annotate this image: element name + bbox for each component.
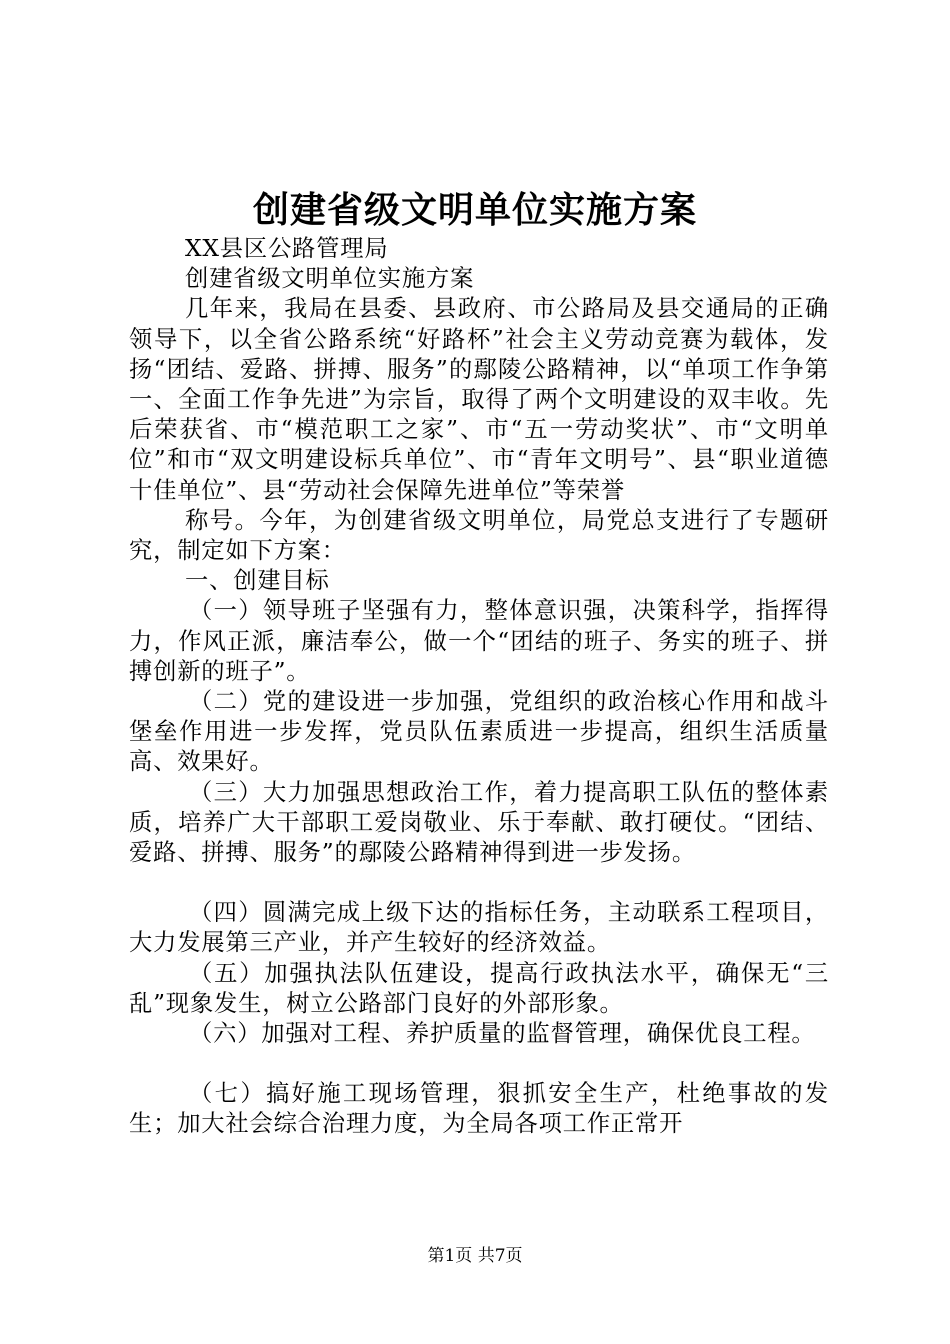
section-heading-goals: 一、创建目标 [185, 567, 330, 595]
intro-paragraph: 几年来，我局在县委、县政府、市公路局及县交通局的正确领导下，以全省公路系统“好路杯”社会主义劳动竞赛为载体，发扬“团结、爱路、拼搏、服务”的鄢陵公路精神，以“单项工作争第一、全面工作争先进”为宗旨，取得了两个文明建设的双丰收。先后荣获省、市“模范职工之家”、市“五一劳动奖状”、市“文明单位”和市“双文明建设标兵单位”、市“青年文明号”、县“职业道德十佳单位”、县“劳动社会保障先进单位”等荣誉 [129, 295, 829, 504]
plan-subtitle: 创建省级文明单位实施方案 [185, 265, 475, 293]
goal-item-3: （三）大力加强思想政治工作，着力提高职工队伍的整体素质，培养广大干部职工爱岗敬业、乐于奉献、敢打硬仗。“团结、爱路、拼搏、服务”的鄢陵公路精神得到进一步发扬。 [129, 778, 829, 867]
goal-item-5: （五）加强执法队伍建设，提高行政执法水平，确保无“三乱”现象发生，树立公路部门良好的外部形象。 [129, 959, 829, 1017]
document-title: 创建省级文明单位实施方案 [252, 189, 697, 231]
document-body [129, 234, 829, 1140]
goal-item-7: （七）搞好施工现场管理，狠抓安全生产，杜绝事故的发生；加大社会综合治理力度，为全局各项工作正常开 [129, 1080, 829, 1138]
goal-item-6: （六）加强对工程、养护质量的监督管理，确保优良工程。 [189, 1020, 816, 1048]
intro-continuation-paragraph: 称号。今年，为创建省级文明单位，局党总支进行了专题研究，制定如下方案： [129, 506, 829, 565]
page-footer: 第1页 共7页 [427, 1246, 523, 1266]
organization-name: XX县区公路管理局 [185, 235, 389, 262]
goal-item-4: （四）圆满完成上级下达的指标任务，主动联系工程项目，大力发展第三产业，并产生较好的经济效益。 [129, 899, 829, 957]
goal-item-1: （一）领导班子坚强有力，整体意识强，决策科学，指挥得力，作风正派，廉洁奉公，做一个“团结的班子、务实的班子、拼搏创新的班子”。 [129, 597, 829, 685]
goal-item-2: （二）党的建设进一步加强，党组织的政治核心作用和战斗堡垒作用进一步发挥，党员队伍素质进一步提高，组织生活质量高、效果好。 [129, 688, 829, 776]
